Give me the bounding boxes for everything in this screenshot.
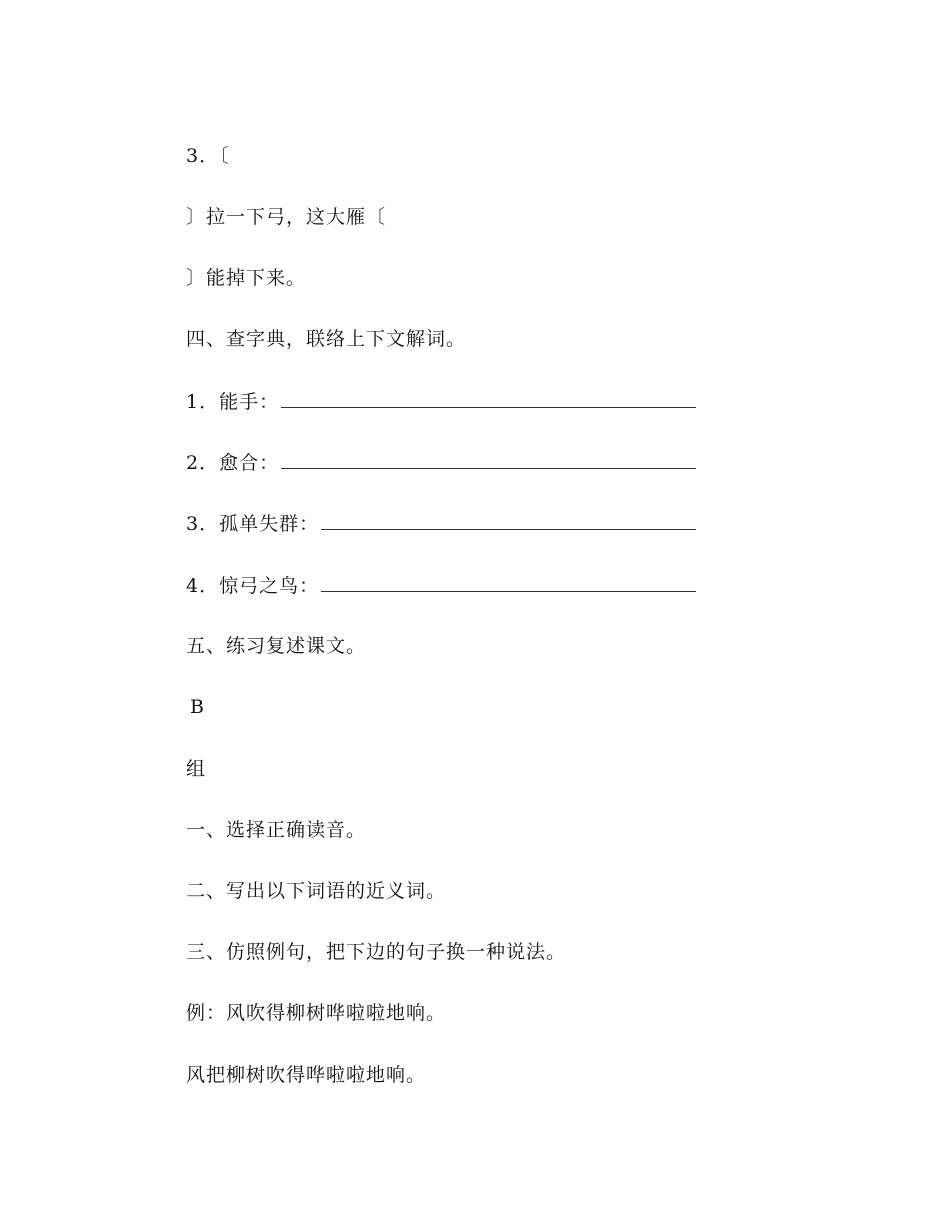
example-sentence: 例：风吹得柳树哗啦啦地响。 [186,1002,447,1024]
fill-item-3 [186,511,696,536]
group-b-item-2: 二、写出以下词语的近义词。 [186,880,447,902]
question-3-start: 3．〔 [186,145,230,167]
group-word: 组 [186,758,207,780]
fill-item-label: 4．惊弓之鸟： [186,575,320,597]
question-3-end: 〕能掉下来。 [186,267,307,289]
fill-item-2 [186,450,696,475]
question-3-middle: 〕拉一下弓，这大雁〔 [186,206,387,228]
fill-item-label: 3．孤单失群： [186,513,320,535]
answer-blank[interactable] [281,450,696,469]
section-4-heading: 四、查字典，联络上下文解词。 [186,328,467,350]
answer-blank[interactable] [321,511,696,530]
fill-item-label: 2．愈合： [186,452,280,474]
group-letter: B [190,696,205,718]
group-b-item-3: 三、仿照例句，把下边的句子换一种说法。 [186,941,567,963]
fill-item-1 [186,389,696,414]
example-rewrite: 风把柳树吹得哗啦啦地响。 [186,1064,427,1086]
answer-blank[interactable] [281,389,696,408]
group-b-item-1: 一、选择正确读音。 [186,819,367,841]
fill-item-4 [186,573,696,598]
section-5-heading: 五、练习复述课文。 [186,635,367,657]
answer-blank[interactable] [321,573,696,592]
fill-item-label: 1．能手： [186,391,280,413]
